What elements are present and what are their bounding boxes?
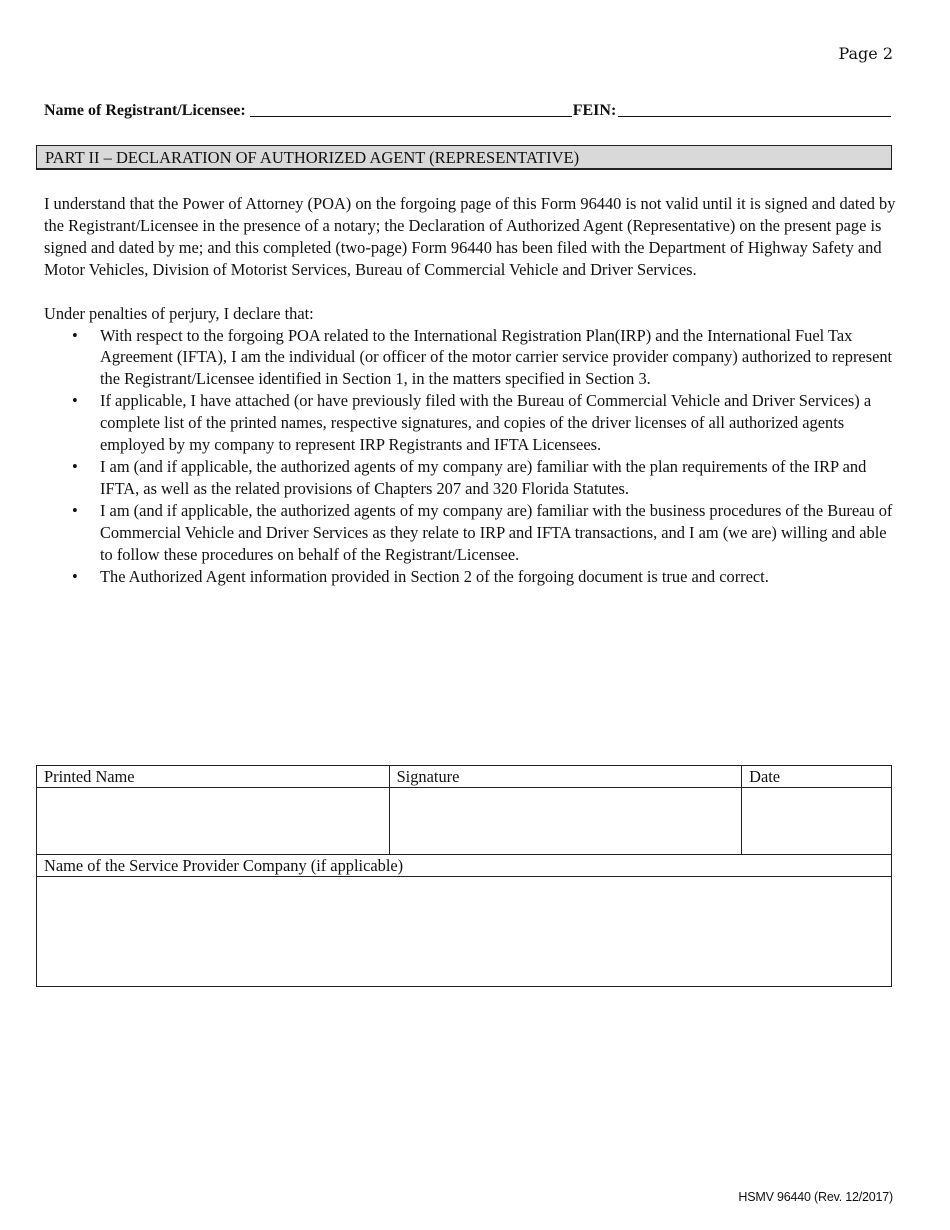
registrant-line [44,100,892,120]
date-field[interactable] [742,788,892,855]
declaration-item: • I am (and if applicable, the authorized agents of my company are) familiar with the business procedures of the Bureau of Commercial Vehicle and Driver Services as they relate to IRP and IFTA transactions, and I am (we are) willing and able to follow these procedures on behalf of the Registrant/Licensee. [44,500,896,566]
page-number: Page 2 [838,44,893,63]
fein-field[interactable] [618,100,891,117]
company-header: Name of the Service Provider Company (if applicable) [37,855,892,877]
registrant-name-label: Name of Registrant/Licensee: [44,102,246,119]
fein-label: FEIN: [572,102,617,119]
printed-name-header: Printed Name [37,766,390,788]
declaration-item: • With respect to the forgoing POA related to the International Registration Plan(IRP) and the International Fuel Tax Agreement (IFTA), I am the individual (or officer of the motor carrier service provider company) authorized to represent the Registrant/Licensee identified in Section 1, in the matters specified in Section 3. [44,325,896,391]
signature-field[interactable] [389,788,742,855]
part-ii-heading: PART II – DECLARATION OF AUTHORIZED AGENT (REPRESENTATIVE) [36,145,892,170]
company-field[interactable] [37,877,892,987]
date-header: Date [742,766,892,788]
declaration-item: • If applicable, I have attached (or have previously filed with the Bureau of Commercial Vehicle and Driver Services) a complete list of the printed names, respective signatures, and copies of the driver licenses of all authorized agents employed by my company to represent IRP Registrants and IFTA Licensees. [44,390,896,456]
penalty-intro: Under penalties of perjury, I declare that: [44,303,314,323]
intro-paragraph: I understand that the Power of Attorney (POA) on the forgoing page of this Form 96440 is not valid until it is signed and dated by the Registrant/Licensee in the presence of a notary; the Declaration of Authorized Agent (Representative) on the present page is signed and dated by me; and this completed (two-page) Form 96440 has been filed with the Department of Highway Safety and Motor Vehicles, Division of Motorist Services, Bureau of Commercial Vehicle and Driver Services. [44,194,896,279]
declaration-body [44,193,896,587]
signature-header: Signature [389,766,742,788]
registrant-name-field[interactable] [250,100,572,117]
declaration-list [44,325,896,588]
printed-name-field[interactable] [37,788,390,855]
declaration-item: • The Authorized Agent information provided in Section 2 of the forgoing document is true and correct. [44,566,896,588]
signature-table [36,765,892,987]
form-footer: HSMV 96440 (Rev. 12/2017) [738,1190,893,1204]
declaration-item: • I am (and if applicable, the authorized agents of my company are) familiar with the plan requirements of the IRP and IFTA, as well as the related provisions of Chapters 207 and 320 Florida Statutes. [44,456,896,500]
